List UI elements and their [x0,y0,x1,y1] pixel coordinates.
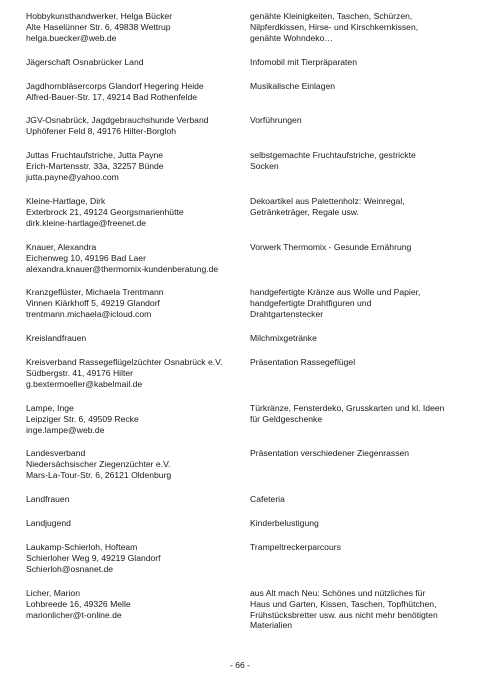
contact-line: Mars-La-Tour-Str. 6, 26121 Oldenburg [26,470,172,481]
contact-line: Landfrauen [26,494,70,505]
exhibitor-offer [250,115,466,137]
exhibitor-contact [26,357,250,390]
offer-line: Drahtgartenstecker [250,309,324,320]
exhibitor-entry [26,150,466,183]
offer-line: Dekoartikel aus Palettenholz: Weinregal, [250,195,405,206]
contact-line: Kranzgeflüster, Michaela Trentmann [26,287,164,298]
offer-line: Socken [250,161,279,172]
contact-line: helga.buecker@web.de [26,32,117,43]
exhibitor-entry [26,115,466,137]
exhibitor-contact [26,518,250,529]
exhibitor-contact [26,150,250,183]
offer-line: Getränketräger, Regale usw. [250,206,359,217]
exhibitor-offer [250,81,466,103]
exhibitor-entry [26,518,466,529]
contact-line: Lohbreede 16, 49326 Melle [26,598,131,609]
exhibitor-contact [26,448,250,481]
exhibitor-offer [250,448,466,481]
exhibitor-entry [26,448,466,481]
exhibitor-contact [26,588,250,632]
exhibitor-contact [26,57,250,68]
offer-line: Vorwerk Thermomix - Gesunde Ernährung [250,241,412,252]
offer-line: handgefertigte Drahtfiguren und [250,298,372,309]
exhibitor-offer [250,494,466,505]
contact-line: Alfred-Bauer-Str. 17, 49214 Bad Rothenfelde [26,91,198,102]
contact-line: Leipziger Str. 6, 49509 Recke [26,413,139,424]
contact-line: Landesverband [26,448,86,459]
exhibitor-entry [26,357,466,390]
contact-line: marionlicher@t-online.de [26,609,122,620]
offer-line: Musikalische Einlagen [250,80,336,91]
exhibitor-contact [26,494,250,505]
exhibitor-offer [250,542,466,575]
offer-line: Türkränze, Fensterdeko, Grusskarten und kl. Ideen [250,402,445,413]
contact-line: Exterbrock 21, 49124 Georgsmarienhütte [26,206,184,217]
contact-line: Alte Haselünner Str. 6, 49838 Wettrup [26,21,171,32]
contact-line: jutta.payne@yahoo.com [26,172,119,183]
exhibitor-offer [250,357,466,390]
contact-line: inge.lampe@web.de [26,424,105,435]
exhibitor-offer [250,11,466,44]
contact-line: Schierloh@osnanet.de [26,563,114,574]
exhibitor-offer [250,57,466,68]
offer-line: Haus und Garten, Kissen, Taschen, Topfhütchen, [250,598,437,609]
exhibitor-entry [26,494,466,505]
offer-line: Kinderbelustigung [250,518,319,529]
exhibitor-offer [250,242,466,275]
offer-line: selbstgemachte Fruchtaufstriche, gestrickte [250,150,416,161]
exhibitor-entry [26,588,466,632]
contact-line: Knauer, Alexandra [26,241,97,252]
exhibitor-offer [250,333,466,344]
contact-line: Kreislandfrauen [26,333,87,344]
contact-line: Eichenweg 10, 49196 Bad Laer [26,252,146,263]
exhibitor-offer [250,287,466,320]
offer-line: Trampeltreckerparcours [250,542,341,552]
offer-line: Milchmixgetränke [250,333,317,344]
exhibitor-contact [26,81,250,103]
contact-line: Laukamp-Schierloh, Hofteam [26,542,138,552]
exhibitor-contact [26,11,250,44]
offer-line: genähte Wohndeko… [250,32,333,43]
exhibitor-offer [250,403,466,436]
exhibitor-offer [250,588,466,632]
offer-line: Frühstücksbretter usw. aus nicht mehr benötigten [250,609,438,620]
exhibitor-entry [26,81,466,103]
contact-line: Vinnen Kiärkhoff 5, 49219 Glandorf [26,298,160,309]
exhibitor-offer [250,150,466,183]
offer-line: Präsentation verschiedener Ziegenrassen [250,448,410,459]
contact-line: Juttas Fruchtaufstriche, Jutta Payne [26,150,164,161]
exhibitor-list [26,11,466,644]
offer-line: Cafeteria [250,494,285,505]
exhibitor-entry [26,11,466,44]
contact-line: Jägerschaft Osnabrücker Land [26,56,144,67]
exhibitor-contact [26,542,250,575]
contact-line: Lampe, Inge [26,402,74,413]
contact-line: g.bextermoeller@kabelmail.de [26,378,143,389]
offer-line: Infomobil mit Tierpräparaten [250,56,357,67]
exhibitor-offer [250,196,466,229]
exhibitor-contact [26,242,250,275]
exhibitor-entry [26,196,466,229]
contact-line: JGV-Osnabrück, Jagdgebrauchshunde Verband [26,115,209,126]
offer-line: für Geldgeschenke [250,413,323,424]
contact-line: Niedersächsischer Ziegenzüchter e.V. [26,459,171,470]
exhibitor-entry [26,403,466,436]
contact-line: Hobbykunsthandwerker, Helga Bücker [26,11,173,21]
contact-line: Uphöfener Feld 8, 49176 Hilter-Borgloh [26,126,177,137]
exhibitor-contact [26,333,250,344]
exhibitor-entry [26,333,466,344]
contact-line: trentmann.michaela@icloud.com [26,309,152,320]
exhibitor-contact [26,287,250,320]
contact-line: Südbergstr. 41, 49176 Hilter [26,367,134,378]
offer-line: handgefertigte Kränze aus Wolle und Papier, [250,287,421,298]
exhibitor-entry [26,57,466,68]
contact-line: Jagdhornbläsercorps Glandorf Hegering Heide [26,80,204,91]
contact-line: dirk.kleine-hartlage@freenet.de [26,217,147,228]
contact-line: Kleine-Hartlage, Dirk [26,195,106,206]
exhibitor-contact [26,115,250,137]
contact-line: alexandra.knauer@thermomix-kundenberatung.de [26,263,219,274]
offer-line: Präsentation Rassegeflügel [250,357,356,368]
contact-line: Landjugend [26,518,71,529]
offer-line: Materialien [250,620,293,631]
contact-line: Kreisverband Rassegeflügelzüchter Osnabrück e.V. [26,357,223,368]
contact-line: Licher, Marion [26,587,80,598]
contact-line: Erich-Martensstr. 33a, 32257 Bünde [26,161,164,172]
offer-line: Nilpferdkissen, Hirse- und Kirschkernkissen, [250,21,419,32]
offer-line: aus Alt mach Neu: Schönes und nützliches für [250,587,426,598]
exhibitor-offer [250,518,466,529]
exhibitor-entry [26,542,466,575]
offer-line: genähte Kleinigkeiten, Taschen, Schürzen, [250,11,413,21]
exhibitor-entry [26,242,466,275]
exhibitor-entry [26,287,466,320]
contact-line: Schierloher Weg 9, 49219 Glandorf [26,552,161,563]
exhibitor-contact [26,403,250,436]
exhibitor-contact [26,196,250,229]
page-number: - 66 - [229,660,251,670]
offer-line: Vorführungen [250,115,302,126]
